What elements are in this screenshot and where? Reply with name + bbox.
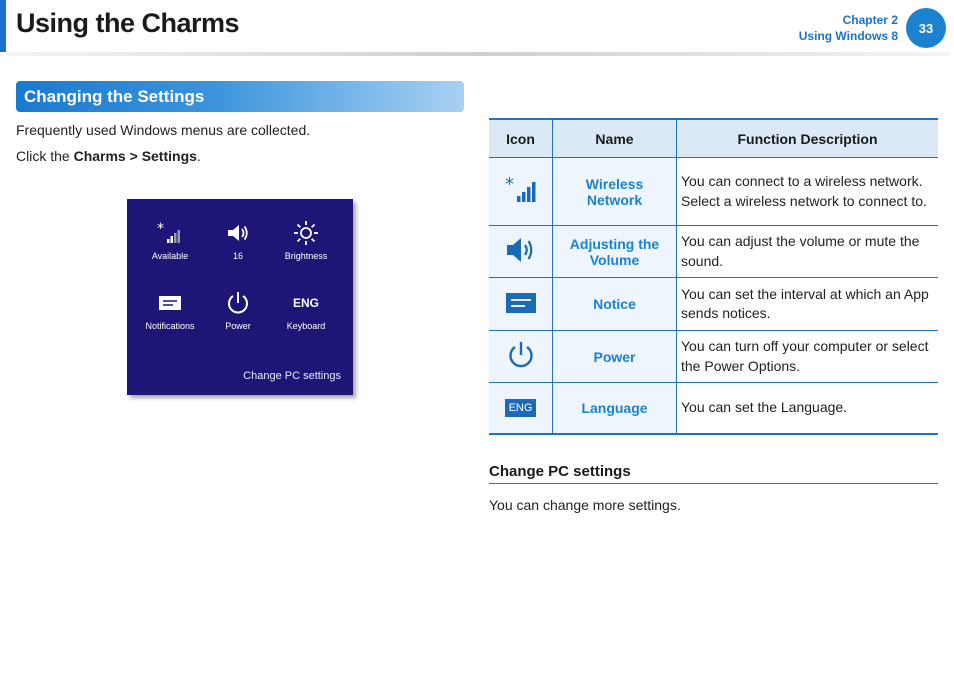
charm-label: Notifications (145, 321, 195, 331)
charms-settings-panel (127, 199, 353, 395)
svg-text:*: * (504, 176, 514, 195)
row-description: You can turn off your computer or select the Power Options. (677, 331, 939, 383)
volume-icon (504, 235, 538, 265)
brightness-icon (293, 220, 319, 246)
table-header-row (489, 119, 938, 158)
power-icon (506, 340, 536, 370)
notice-icon (505, 292, 537, 314)
settings-keyword: Settings (141, 148, 197, 164)
icon-cell (489, 158, 553, 226)
language-icon: ENG (505, 399, 537, 417)
row-description: You can set the interval at which an App sends notices. (677, 278, 939, 331)
row-name: Notice (553, 278, 677, 331)
row-description: You can adjust the volume or mute the sound. (677, 226, 939, 278)
chapter-label: Chapter 2 (842, 13, 898, 27)
title-accent-bar (0, 0, 6, 52)
row-description: You can connect to a wireless network. Select a wireless network to connect to. (677, 158, 939, 226)
page-title: Using the Charms (16, 8, 240, 38)
charm-label: 16 (232, 251, 243, 261)
change-pc-settings-link[interactable]: Change PC settings (243, 370, 341, 382)
notifications-icon (157, 293, 183, 313)
click-prefix: Click the (16, 148, 74, 164)
wireless-network-icon (505, 176, 537, 204)
charm-label: Keyboard (286, 321, 326, 331)
charm-label: Available (151, 251, 189, 261)
icon-cell (489, 226, 553, 278)
section-title: Changing the Settings (16, 81, 464, 112)
charm-label: Power (225, 321, 251, 331)
charm-label: Brightness (284, 251, 328, 261)
keyboard-icon: ENG (292, 296, 319, 310)
column-header: Function Description (677, 119, 939, 158)
function-table (489, 118, 938, 435)
chapter-info (799, 12, 898, 44)
svg-text:*: * (157, 221, 164, 237)
icon-cell (489, 331, 553, 383)
row-name: Language (553, 383, 677, 434)
table-row (489, 158, 938, 226)
charms-keyword: Charms (73, 148, 126, 164)
speaker-icon (225, 221, 251, 245)
charm-volume[interactable] (203, 217, 273, 261)
change-pc-text: You can change more settings. (489, 497, 681, 513)
row-name: Adjusting the Volume (553, 226, 677, 278)
column-header: Name (553, 119, 677, 158)
charm-power[interactable] (203, 287, 273, 331)
table-row (489, 383, 938, 434)
click-instruction (16, 148, 201, 164)
table-row (489, 278, 938, 331)
table-row (489, 226, 938, 278)
change-pc-heading: Change PC settings (489, 463, 938, 484)
chapter-name: Using Windows 8 (798, 29, 898, 43)
charm-network[interactable] (135, 217, 205, 261)
power-icon (225, 290, 251, 316)
charm-brightness[interactable] (271, 217, 341, 261)
separator: > (125, 148, 142, 164)
column-header: Icon (489, 119, 553, 158)
row-name: Wireless Network (553, 158, 677, 226)
click-suffix: . (196, 148, 201, 164)
icon-cell (489, 383, 553, 434)
icon-cell (489, 278, 553, 331)
table-row (489, 331, 938, 383)
title-divider (6, 52, 950, 56)
row-description: You can set the Language. (677, 383, 939, 434)
wireless-signal-icon (157, 221, 183, 245)
intro-text: Frequently used Windows menus are collected. (16, 122, 311, 138)
charm-notifications[interactable] (135, 287, 205, 331)
row-name: Power (553, 331, 677, 383)
page-number-badge: 33 (906, 8, 946, 48)
charm-keyboard[interactable] (271, 287, 341, 331)
